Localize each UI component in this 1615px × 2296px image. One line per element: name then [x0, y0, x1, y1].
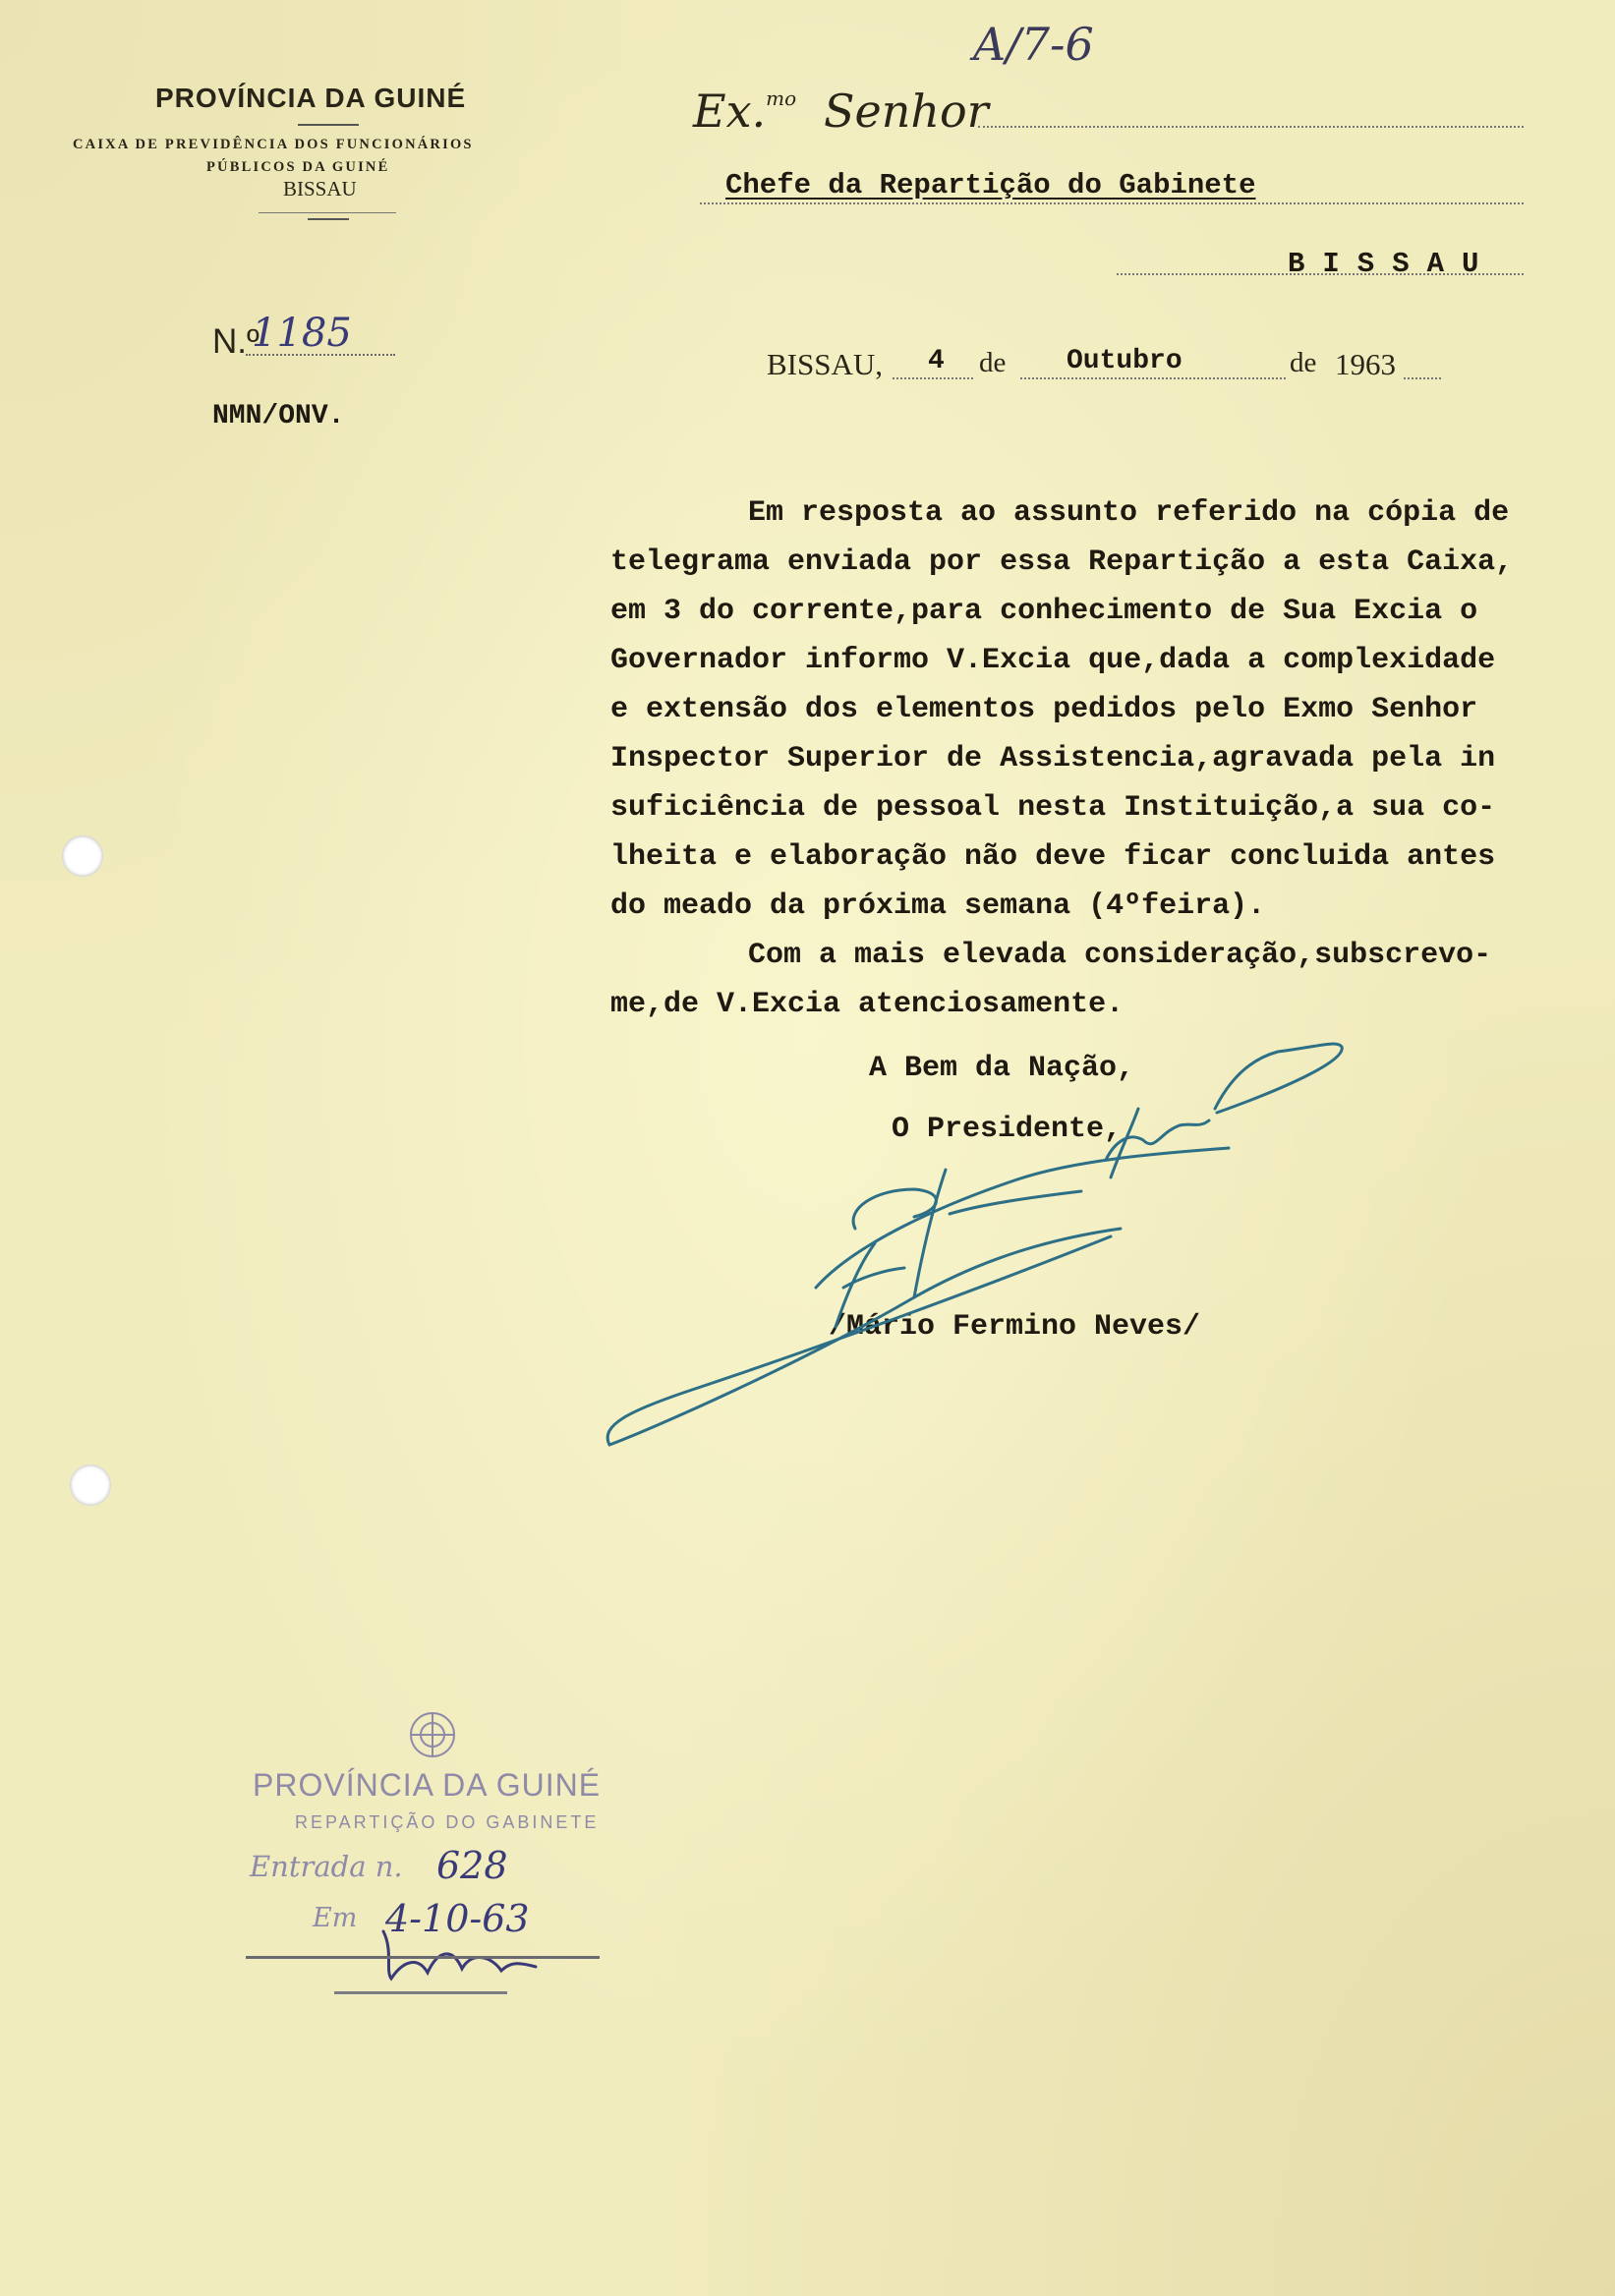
letterhead-institution-line2: PÚBLICOS DA GUINÉ — [206, 159, 390, 175]
stamp-date-label: Em — [313, 1903, 358, 1933]
date-day: 4 — [928, 346, 945, 376]
date-de: de — [1290, 347, 1317, 378]
address-dotted-line — [978, 126, 1524, 128]
body-line: suficiência de pessoal nesta Instituição,a sua co- — [610, 791, 1496, 825]
date-dotted-line — [1404, 377, 1441, 379]
stamp-title: PROVÍNCIA DA GUINÉ — [253, 1767, 602, 1803]
archive-code: A/7-6 — [973, 18, 1094, 71]
body-line: Em resposta ao assunto referido na cópia de — [748, 496, 1510, 530]
addressee-city: BISSAU — [1288, 248, 1497, 280]
reference-code: NMN/ONV. — [212, 401, 345, 431]
stamp-underline — [246, 1956, 600, 1959]
date-dotted-line — [1020, 377, 1286, 379]
letterhead-divider — [259, 212, 396, 213]
body-line: Inspector Superior de Assistencia,agravada pela in — [610, 742, 1496, 775]
body-line: em 3 do corrente,para conhecimento de Sua Excia o — [610, 595, 1478, 628]
coat-of-arms-emblem — [388, 1705, 477, 1764]
punch-hole — [70, 1464, 111, 1506]
salutation-exmo — [693, 85, 796, 138]
reference-number-value: 1185 — [252, 311, 352, 356]
stamp-entry-date: 4-10-63 — [385, 1897, 530, 1940]
reference-number-label: N.º — [212, 322, 260, 361]
salutation-exmo-sup: mo — [766, 86, 797, 110]
stamp-entry-label: Entrada n. — [250, 1850, 403, 1883]
stamp-underline — [334, 1991, 507, 1994]
body-line: telegrama enviada por essa Repartição a esta Caixa, — [610, 545, 1514, 579]
closing-formula: A Bem da Nação, — [869, 1052, 1135, 1085]
body-line: me,de V.Excia atenciosamente. — [610, 988, 1125, 1021]
letterhead-institution: CAIXA DE PREVIDÊNCIA DOS FUNCIONÁRIOS — [73, 137, 474, 152]
reference-number-dots — [246, 354, 395, 356]
date-year: 1963 — [1335, 347, 1396, 381]
body-line: lheita e elaboração não deve ficar concluida antes — [610, 840, 1496, 874]
body-line: Com a mais elevada consideração,subscrevo- — [748, 939, 1492, 972]
date-month: Outubro — [1067, 346, 1182, 376]
signature — [590, 1042, 1356, 1464]
letterhead-title: PROVÍNCIA DA GUINÉ — [155, 83, 467, 113]
body-line: do meado da próxima semana (4ºfeira). — [610, 890, 1266, 923]
address-dotted-line — [1117, 273, 1524, 275]
signatory-name: /Mário Fermino Neves/ — [829, 1310, 1201, 1344]
date-dotted-line — [893, 377, 973, 379]
addressee-title: Chefe da Repartição do Gabinete — [725, 169, 1256, 201]
date-de: de — [979, 347, 1007, 378]
body-line: e extensão dos elementos pedidos pelo Exmo Senhor — [610, 693, 1478, 726]
date-city: BISSAU, — [767, 347, 884, 381]
address-dotted-line — [700, 202, 1524, 204]
letterhead-city: BISSAU — [283, 177, 357, 201]
stamp-entry-number: 628 — [436, 1844, 508, 1887]
salutation-exmo-text: Ex. — [693, 85, 767, 138]
stamp-subtitle: REPARTIÇÃO DO GABINETE — [295, 1812, 600, 1832]
body-line: Governador informo V.Excia que,dada a complexidade — [610, 644, 1496, 677]
salutation-senhor: Senhor — [824, 85, 989, 138]
closing-role: O Presidente, — [892, 1113, 1123, 1146]
letterhead-rule — [298, 124, 359, 126]
letterhead-divider-short — [308, 218, 349, 220]
punch-hole — [62, 835, 103, 877]
